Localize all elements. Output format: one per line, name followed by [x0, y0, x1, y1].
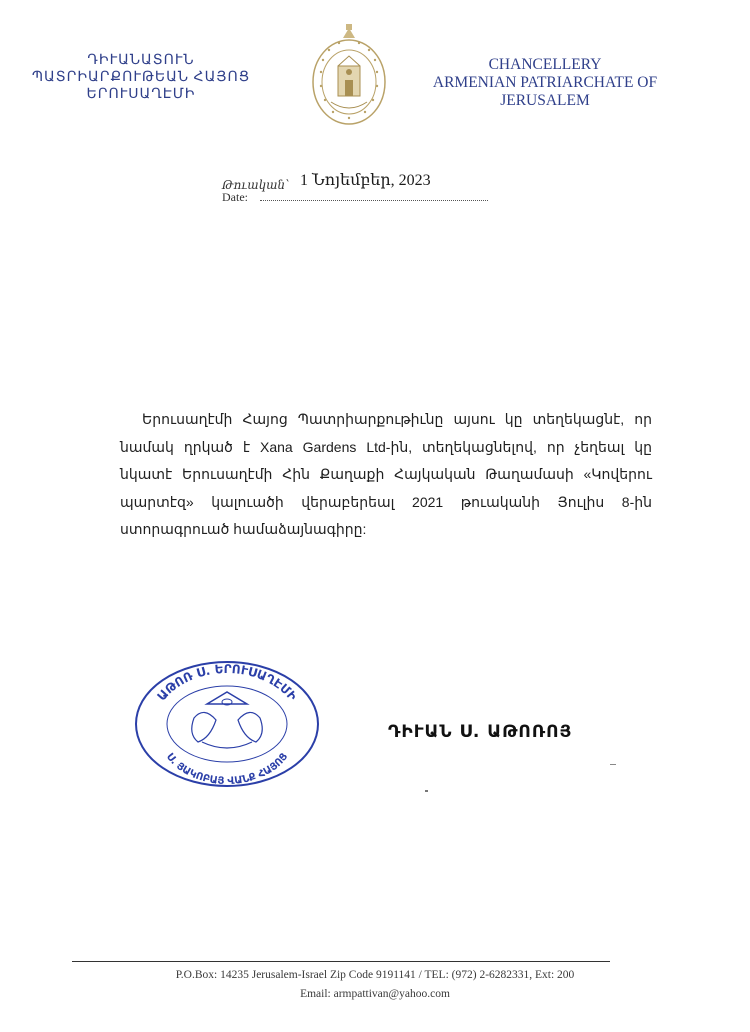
date-label-english: Date:: [222, 190, 248, 204]
margin-mark: [610, 764, 616, 765]
svg-text:Ս. ՅԱԿՈԲԱՅ ՎԱՆՔ ՀԱՅՈՑ: [164, 751, 291, 787]
letterhead-left-line-1: ԴԻՒԱՆԱՏՈՒՆ: [87, 53, 195, 68]
letterhead-right-line-3: JERUSALEM: [500, 92, 590, 109]
letterhead-right: [420, 56, 670, 110]
date-dotted-line: [260, 200, 488, 201]
official-stamp-icon: [132, 658, 322, 788]
letterhead-left-line-3: ԵՐՈՒՍԱՂԷՄԻ: [86, 87, 196, 102]
stamp-text-top: ԱԹՈՌ Ս. ԵՐՈՒՍԱՂԷՄԻ: [154, 661, 300, 704]
letter-body: [120, 406, 652, 544]
letterhead-left: [22, 52, 260, 103]
letterhead-right-line-1: CHANCELLERY: [488, 56, 602, 73]
patriarchate-seal-icon: [309, 22, 389, 130]
letterhead-right-line-2: ARMENIAN PATRIARCHATE OF: [432, 74, 658, 91]
date-value: 1 Նոյեմբեր, 2023: [300, 172, 431, 189]
footer-divider: [72, 961, 610, 962]
stamp-text-bottom: Ս. ՅԱԿՈԲԱՅ ՎԱՆՔ ՀԱՅՈՑ: [163, 751, 291, 788]
signature-name: ԴԻՒԱՆ Ս. ԱԹՈՌՈՅ: [388, 722, 573, 742]
footer-email: Email: armpattivan@yahoo.com: [300, 988, 450, 1000]
letterhead-left-line-2: ՊԱՏՐԻԱՐՔՈՒԹԵԱՆ ՀԱՅՈՑ: [31, 70, 251, 85]
letter-paragraph: Երուսաղէմի Հայոց Պատրիարքութիւնը այսու կը տեղեկացնէ, որ նամակ ղրկած է Xana Gardens Ltd-ին, տեղեկացնելով, որ չեղեալ կը նկատէ Երուսաղէմի Հին Քաղաքի Հայկական Թաղամասի «Կովերու պարտէզ» կալուածի վերաբերեալ 2021 թուականի Յուլիս 8-ին ստորագրուած համաձայնագիրը:: [120, 411, 652, 537]
date-label-armenian: Թուական՝: [222, 178, 290, 192]
footer-address: P.O.Box: 14235 Jerusalem-Israel Zip Code 9191141 / TEL: (972) 2-6282331, Ext: 200: [175, 969, 575, 981]
stray-mark: [425, 790, 428, 792]
svg-text:ԱԹՈՌ Ս. ԵՐՈՒՍԱՂԷՄԻ: [154, 662, 299, 704]
